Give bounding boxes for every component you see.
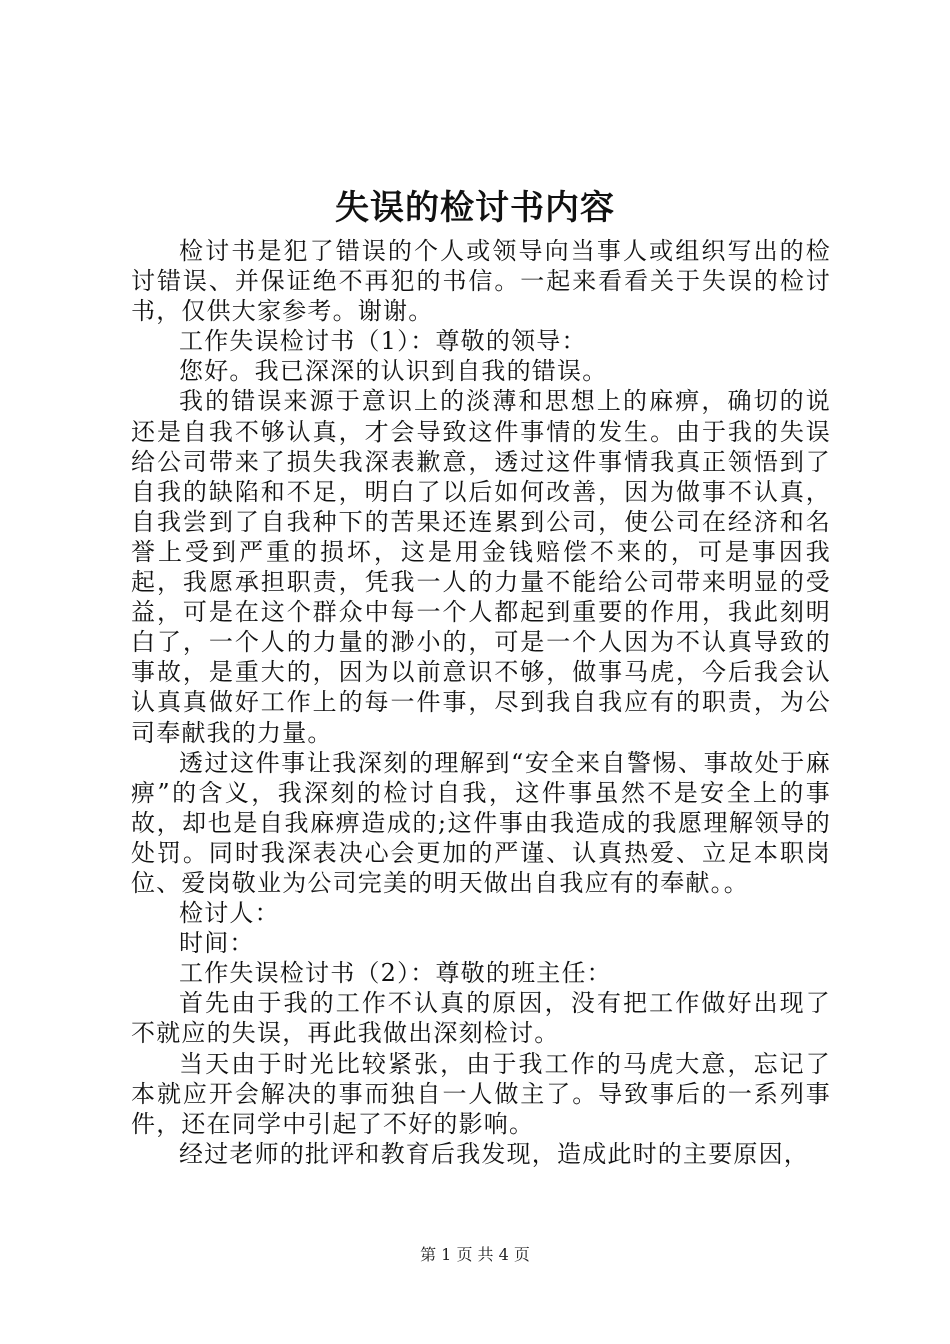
paragraph-signer: 检讨人：: [179, 899, 280, 928]
paragraph-body-5: 经过老师的批评和教育后我发现，造成此时的主要原因，: [179, 1139, 809, 1168]
document-title: 失误的检讨书内容: [335, 188, 615, 228]
paragraph-body-3: 首先由于我的工作不认真的原因，没有把工作做好出现了不就应的失误，再此我做出深刻检讨。: [131, 989, 831, 1048]
document-body: [131, 236, 831, 1169]
paragraph-date: 时间：: [179, 929, 255, 958]
page-footer: 第 1 页 共 4 页: [420, 1245, 530, 1264]
paragraph-body-1: 我的错误来源于意识上的淡薄和思想上的麻痹，确切的说还是自我不够认真，才会导致这件事情的发生。由于我的失误给公司带来了损失我深表歉意，透过这件事情我真正领悟到了自我的缺陷和不足，明白了以后如何改善，因为做事不认真，自我尝到了自我种下的苦果还连累到公司，使公司在经济和名誉上受到严重的损坏，这是用金钱赔偿不来的，可是事因我起，我愿承担职责，凭我一人的力量不能给公司带来明显的受益，可是在这个群众中每一个人都起到重要的作用，我此刻明白了，一个人的力量的渺小的，可是一个人因为不认真导致的事故，是重大的，因为以前意识不够，做事马虎，今后我会认认真真做好工作上的每一件事，尽到我自我应有的职责，为公司奉献我的力量。: [131, 387, 831, 747]
paragraph-greeting: 您好。我已深深的认识到自我的错误。: [179, 357, 608, 386]
paragraph-heading-2: 工作失误检讨书（2）：尊敬的班主任：: [179, 959, 612, 988]
paragraph-intro: 检讨书是犯了错误的个人或领导向当事人或组织写出的检讨错误、并保证绝不再犯的书信。一起来看看关于失误的检讨书，仅供大家参考。谢谢。: [131, 237, 831, 326]
paragraph-body-2: 透过这件事让我深刻的理解到“安全来自警惕、事故处于麻痹”的含义，我深刻的检讨自我，这件事虽然不是安全上的事故，却也是自我麻痹造成的;这件事由我造成的我愿理解领导的处罚。同时我深表决心会更加的严谨、认真热爱、立足本职岗位、爱岗敬业为公司完美的明天做出自我应有的奉献。。: [131, 748, 831, 897]
paragraph-body-4: 当天由于时光比较紧张，由于我工作的马虎大意，忘记了本就应开会解决的事而独自一人做主了。导致事后的一系列事件，还在同学中引起了不好的影响。: [131, 1049, 831, 1138]
paragraph-heading-1: 工作失误检讨书（1）：尊敬的领导：: [179, 327, 587, 356]
